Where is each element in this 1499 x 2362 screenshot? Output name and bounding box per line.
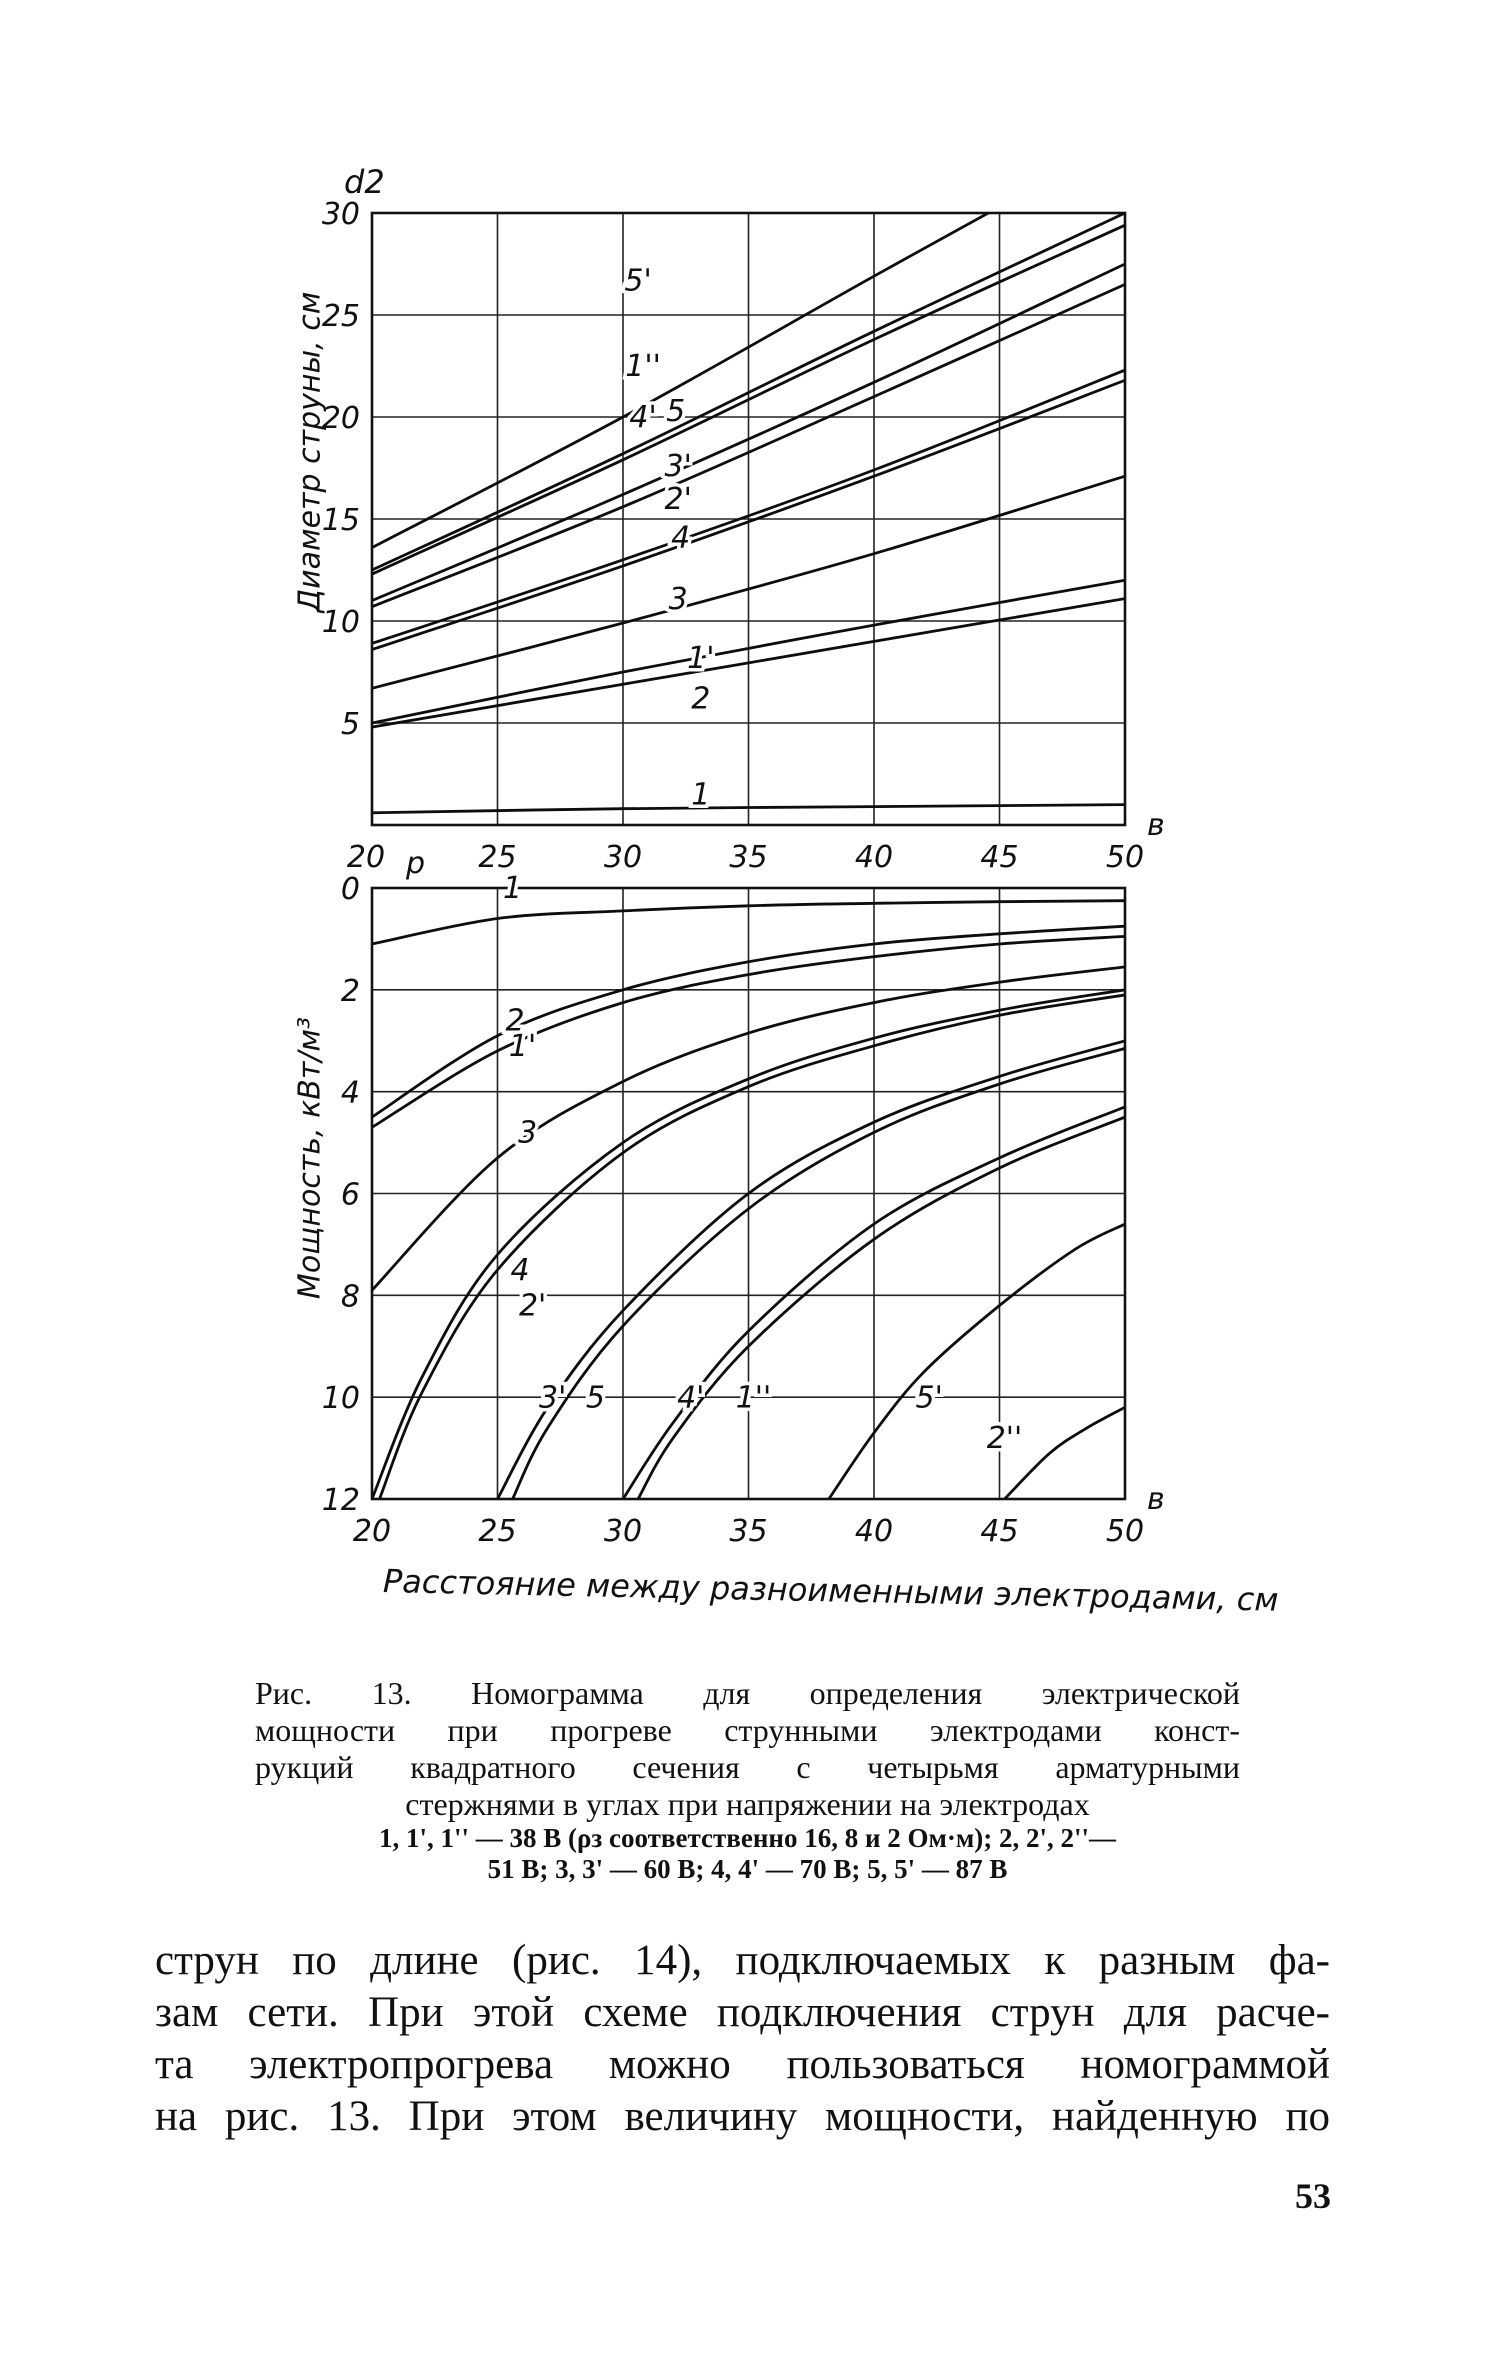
top-x-marker-right: в (1147, 808, 1165, 843)
top-series-label-1: 1 (691, 777, 711, 813)
bottom-series-line-5 (510, 1048, 1125, 1499)
bottom-series-label-4: 4 (510, 1253, 530, 1289)
top-y-tick-10: 10 (321, 605, 360, 640)
bottom-x-tick-45: 45 (980, 1514, 1019, 1549)
top-x-marker-left: р (406, 846, 426, 881)
top-y-tick-20: 20 (321, 401, 360, 436)
top-x-tick-35: 35 (729, 840, 768, 875)
bottom-y-tick-10: 10 (321, 1381, 360, 1417)
top-series-label-2-prime: 2' (664, 481, 692, 517)
top-series-label-4: 4 (671, 520, 691, 556)
top-series-label-3-prime: 3' (664, 449, 692, 485)
caption-line-6: 51 В; 3, 3' — 60 В; 4, 4' — 70 В; 5, 5' — 87 В (487, 1854, 1008, 1884)
bottom-series-label-1-double-prime: 1'' (735, 1380, 772, 1416)
top-x-tick-40: 40 (854, 840, 894, 875)
caption-line-5: 1, 1', 1'' — 38 В (ρз соответственно 16, 8 и 2 Ом·м); 2, 2', 2''— (378, 1823, 1117, 1853)
bottom-series-label-3-prime: 3' (539, 1380, 567, 1416)
top-series-label-5-prime: 5' (624, 263, 652, 299)
bottom-series-label-2-double-prime: 2'' (986, 1421, 1023, 1457)
bottom-series-label-2: 2 (505, 1003, 525, 1039)
bottom-series-line-2-double-prime (1005, 1407, 1126, 1499)
bottom-y-tick-8: 8 (340, 1279, 360, 1315)
bottom-y-tick-4: 4 (340, 1075, 360, 1111)
bottom-x-tick-35: 35 (729, 1514, 768, 1549)
top-x-tick-30: 30 (603, 840, 643, 875)
bottom-y-tick-12: 12 (321, 1483, 360, 1518)
top-series-label-2: 2 (691, 681, 711, 717)
top-y-axis-title: Диаметр струны, см (292, 291, 328, 613)
bottom-x-tick-25: 25 (478, 1514, 517, 1549)
caption-line-2: мощности при прогреве струнными электродами конст- (255, 1712, 1240, 1748)
top-y-tick-25: 25 (321, 299, 360, 334)
bottom-series-line-1-double-prime (638, 1117, 1125, 1499)
top-series-label-1-prime: 1' (687, 640, 715, 676)
power-chart (322, 871, 1165, 1549)
bottom-series-label-5-prime: 5' (915, 1380, 943, 1416)
bottom-series-label-2-prime: 2' (518, 1288, 547, 1324)
page-number: 53 (1295, 2176, 1331, 2216)
top-x-tick-25: 25 (478, 840, 517, 875)
top-x-tick-45: 45 (980, 840, 1019, 875)
caption-line-3: рукций квадратного сечения с четырьмя арматурными (255, 1749, 1240, 1785)
top-y-unit-symbol: d2 (344, 163, 385, 201)
top-x-start-label: 20 (346, 840, 386, 875)
bottom-series-label-5: 5 (585, 1380, 605, 1416)
bottom-series-label-3: 3 (518, 1115, 538, 1151)
bottom-x-tick-50: 50 (1105, 1514, 1145, 1549)
figure-caption (255, 1675, 1240, 1885)
bottom-x-tick-20: 20 (352, 1514, 392, 1549)
diameter-chart (322, 163, 1165, 881)
bottom-series-label-1-prime: 1' (508, 1029, 537, 1065)
bottom-y-axis-title: Мощность, кВт/м³ (292, 1016, 328, 1300)
bottom-x-tick-40: 40 (854, 1514, 894, 1549)
top-y-tick-5: 5 (340, 707, 360, 742)
body-line-1: струн по длине (рис. 14), подключаемых к разным фа- (155, 1937, 1330, 1984)
top-series-label-1-double-prime: 1'' (625, 349, 661, 385)
top-y-tick-30: 30 (321, 197, 360, 232)
x-axis-title: Расстояние между разноименными электродами, см (382, 1562, 1279, 1619)
bottom-series-label-4-prime: 4' (677, 1380, 705, 1416)
top-y-tick-15: 15 (321, 503, 360, 538)
body-line-4: на рис. 13. При этом величину мощности, найденную по (155, 2093, 1330, 2140)
top-x-tick-50: 50 (1105, 840, 1145, 875)
top-series-label-5: 5 (666, 394, 686, 430)
bottom-series-label-1: 1 (503, 871, 523, 907)
caption-line-4: стержнями в углах при напряжении на электродах (405, 1786, 1090, 1822)
bottom-y-tick-2: 2 (340, 973, 360, 1009)
body-line-2: зам сети. При этой схеме подключения струн для расче- (155, 1989, 1330, 2036)
bottom-y-tick-6: 6 (340, 1177, 360, 1213)
top-series-label-3: 3 (668, 581, 688, 617)
body-line-3: та электропрогрева можно пользоваться номограммой (155, 2041, 1330, 2088)
bottom-y-tick-0: 0 (340, 872, 360, 907)
caption-line-1: Рис. 13. Номограмма для определения электрической (255, 1675, 1240, 1711)
bottom-x-marker-right: в (1147, 1482, 1165, 1517)
body-paragraph (155, 1935, 1330, 2143)
bottom-series-line-3-prime (498, 1041, 1126, 1499)
bottom-x-tick-30: 30 (603, 1514, 643, 1549)
top-series-label-4-prime: 4' (629, 400, 657, 436)
